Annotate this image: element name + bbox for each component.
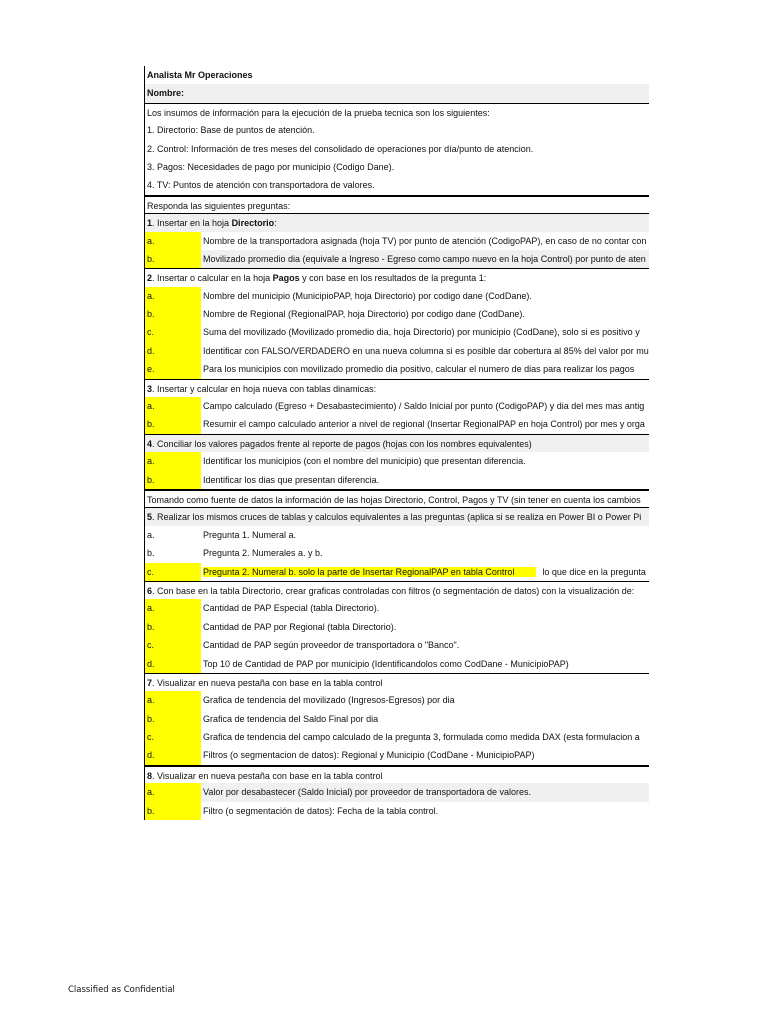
- item-label: b.: [145, 305, 201, 323]
- question-8-header: [145, 765, 649, 783]
- question-6-item-d: [145, 655, 649, 673]
- question-4-item-b: [145, 471, 649, 489]
- item-label: a.: [145, 397, 201, 415]
- question-6-item-c: [145, 636, 649, 654]
- question-6-header: [145, 581, 649, 599]
- item-text: Valor por desabastecer (Saldo Inicial) por proveedor de transportadora de valores.: [203, 787, 532, 798]
- item-label: a.: [147, 529, 155, 540]
- question-2-item-b: [145, 305, 649, 323]
- intro-item-text: 2. Control: Información de tres meses del consolidado de operaciones por día/punto de atencion.: [147, 143, 534, 154]
- item-label: a.: [145, 232, 201, 250]
- question-1-text: [147, 214, 277, 231]
- question-3-text: [147, 380, 376, 397]
- question-5-item-a: [145, 526, 649, 544]
- item-label: d.: [145, 655, 201, 673]
- item-label: d.: [145, 342, 201, 360]
- item-label: c.: [145, 728, 201, 746]
- question-2-bold: Pagos: [272, 273, 300, 284]
- question-8-text: [147, 767, 383, 783]
- item-text: Para los municipios con movilizado promedio dia positivo, calcular el numero de dias para realizar los pagos: [203, 364, 635, 375]
- question-2-number: 2: [147, 273, 153, 284]
- item-text: Grafica de tendencia del campo calculado de la pregunta 3, formulada como medida DAX (esta formulacion a: [203, 732, 640, 743]
- question-1-number: 1: [147, 218, 153, 229]
- intro-item-text: 4. TV: Puntos de atención con transportadora de valores.: [147, 180, 375, 191]
- question-5-item-c: [145, 563, 649, 581]
- question-4-text: [147, 435, 532, 452]
- item-label: b.: [147, 548, 155, 559]
- intro-item: [145, 158, 649, 176]
- item-text: Cantidad de PAP según proveedor de transportadora o "Banco".: [203, 640, 460, 651]
- question-6-text-body: . Con base en la tabla Directorio, crear graficas controladas con filtros (o segmentación de datos) con la visualización de:: [152, 585, 635, 596]
- question-2-header: [145, 268, 649, 286]
- question-7-text: [147, 674, 383, 691]
- item-text: Pregunta 2. Numerales a. y b.: [203, 548, 323, 559]
- intro-item-text: 3. Pagos: Necesidades de pago por municipio (Codigo Dane).: [147, 161, 395, 172]
- question-6-text: [147, 582, 634, 599]
- item-label: b.: [145, 618, 201, 636]
- question-6-item-a: [145, 599, 649, 617]
- item-label: b.: [145, 710, 201, 728]
- confidentiality-footer: Classified as Confidential: [68, 985, 175, 995]
- question-2-item-c: [145, 323, 649, 341]
- item-text: Filtros (o segmentacion de datos): Regional y Municipio (CodDane - MunicipioPAP): [203, 750, 535, 761]
- question-5-text-body: . Realizar los mismos cruces de tablas y calculos equivalentes a las preguntas (aplica si se realiza en Power BI o Power Pi: [152, 512, 642, 523]
- question-5-item-b: [145, 544, 649, 562]
- item-label: a.: [145, 691, 201, 709]
- question-3-item-a: [145, 397, 649, 415]
- question-2-text: [147, 269, 486, 286]
- item-text: Identificar con FALSO/VERDADERO en una nueva columna si es posible dar cobertura al 85% del valor por mu: [203, 345, 649, 356]
- question-2-item-d: [145, 342, 649, 360]
- intro-item: [145, 176, 649, 194]
- item-text: Nombre de Regional (RegionalPAP, hoja Directorio) por codigo dane (CodDane).: [203, 309, 525, 320]
- item-label: a.: [145, 287, 201, 305]
- item-text: Nombre de la transportadora asignada (hoja TV) por punto de atención (CodigoPAP), en caso de no contar con: [203, 235, 647, 246]
- question-2-text-after: y con base en los resultados de la pregunta 1:: [299, 273, 487, 284]
- question-5-number: 5: [147, 512, 153, 523]
- item-label: b.: [145, 802, 201, 820]
- intro-item: [145, 140, 649, 158]
- item-label: b.: [145, 250, 201, 268]
- item-text: Pregunta 1. Numeral a.: [203, 529, 297, 540]
- question-4-text-body: . Conciliar los valores pagados frente al reporte de pagos (hojas con los nombres equivalentes): [152, 438, 532, 449]
- question-8-text-body: . Visualizar en nueva pestaña con base en la tabla control: [152, 770, 383, 781]
- item-label: c.: [145, 636, 201, 654]
- item-text: Identificar los dias que presentan diferencia.: [203, 474, 380, 485]
- question-7-item-b: [145, 710, 649, 728]
- question-3-item-b: [145, 415, 649, 433]
- item-text: Grafica de tendencia del movilizado (Ingresos-Egresos) por dia: [203, 695, 455, 706]
- item-label: a.: [145, 783, 201, 801]
- question-5-text: [147, 508, 641, 525]
- question-1-bold: Directorio: [231, 218, 275, 229]
- question-1-item-b: [145, 250, 649, 268]
- item-text: Campo calculado (Egreso + Desabastecimiento) / Saldo Inicial por punto (CodigoPAP) y dia del mes mas antig: [203, 401, 645, 412]
- nombre-label: Nombre:: [147, 88, 185, 99]
- question-6-number: 6: [147, 585, 153, 596]
- intro-item: [145, 121, 649, 139]
- item-text: Filtro (o segmentación de datos): Fecha de la tabla control.: [203, 805, 439, 816]
- question-1-text-before: . Insertar en la hoja: [152, 218, 232, 229]
- item-text: Top 10 de Cantidad de PAP por municipio (Identificandolos como CodDane - MunicipioPAP): [203, 658, 569, 669]
- item-text-extra: lo que dice en la pregunta: [542, 566, 646, 577]
- sheet-title-row: [145, 66, 649, 84]
- sheet-title: Analista Mr Operaciones: [147, 70, 253, 80]
- item-label: a.: [145, 599, 201, 617]
- item-text-highlighted: Pregunta 2. Numeral b. solo la parte de Insertar RegionalPAP en tabla Control: [203, 567, 536, 577]
- question-2-item-e: [145, 360, 649, 378]
- item-text: Suma del movilizado (Movilizado promedio dia, hoja Directorio) por municipio (CodDane), solo si es positivo y: [203, 327, 640, 338]
- item-label: c.: [145, 563, 201, 581]
- answer-prompt-row: [145, 195, 649, 213]
- question-sheet: [144, 66, 649, 820]
- item-label: d.: [145, 746, 201, 764]
- question-1-item-a: [145, 232, 649, 250]
- question-1-text-after: :: [274, 218, 277, 229]
- item-text: [203, 563, 646, 581]
- question-8-item-a: [145, 783, 649, 801]
- question-7-item-a: [145, 691, 649, 709]
- item-text: Movilizado promedio dia (equivale a Ingreso - Egreso como campo nuevo en la hoja Control) por punto de aten: [203, 253, 646, 264]
- item-text: Cantidad de PAP Especial (tabla Directorio).: [203, 603, 380, 614]
- item-label: b.: [145, 415, 201, 433]
- question-3-number: 3: [147, 383, 153, 394]
- question-8-item-b: [145, 802, 649, 820]
- question-7-item-d: [145, 746, 649, 764]
- nombre-row: [145, 84, 649, 102]
- question-7-header: [145, 673, 649, 691]
- question-7-text-body: . Visualizar en nueva pestaña con base en la tabla control: [152, 677, 383, 688]
- item-text: Resumir el campo calculado anterior a nivel de regional (Insertar RegionalPAP en hoja Control) por mes y orga: [203, 419, 645, 430]
- item-label: a.: [145, 452, 201, 470]
- question-7-item-c: [145, 728, 649, 746]
- question-6-item-b: [145, 618, 649, 636]
- item-text: Identificar los municipios (con el nombre del municipio) que presentan diferencia.: [203, 456, 526, 467]
- item-text: Cantidad de PAP por Regional (tabla Directorio).: [203, 621, 397, 632]
- question-7-number: 7: [147, 677, 153, 688]
- intro-item-text: 1. Directorio: Base de puntos de atención.: [147, 125, 315, 136]
- item-text: Nombre del municipio (MunicipioPAP, hoja Directorio) por codigo dane (CodDane).: [203, 290, 532, 301]
- intro-row: [145, 103, 649, 121]
- source-note-row: [145, 489, 649, 507]
- intro-lead: Los insumos de información para la ejecución de la prueba tecnica son los siguientes:: [147, 107, 490, 118]
- item-text: Grafica de tendencia del Saldo Final por dia: [203, 713, 379, 724]
- answer-prompt: Responda las siguientes preguntas:: [147, 200, 291, 211]
- item-label: e.: [145, 360, 201, 378]
- question-8-number: 8: [147, 770, 153, 781]
- question-4-header: [145, 434, 649, 452]
- question-2-item-a: [145, 287, 649, 305]
- question-3-text-body: . Insertar y calcular en hoja nueva con tablas dinamicas:: [152, 383, 377, 394]
- question-4-number: 4: [147, 438, 153, 449]
- item-label: c.: [145, 323, 201, 341]
- question-5-header: [145, 507, 649, 525]
- item-label: b.: [145, 471, 201, 489]
- source-note: Tomando como fuente de datos la información de las hojas Directorio, Control, Pagos y TV (sin tener en cuenta los cambios: [147, 494, 641, 505]
- question-3-header: [145, 379, 649, 397]
- question-2-text-before: . Insertar o calcular en la hoja: [152, 273, 273, 284]
- question-1-header: [145, 213, 649, 231]
- question-4-item-a: [145, 452, 649, 470]
